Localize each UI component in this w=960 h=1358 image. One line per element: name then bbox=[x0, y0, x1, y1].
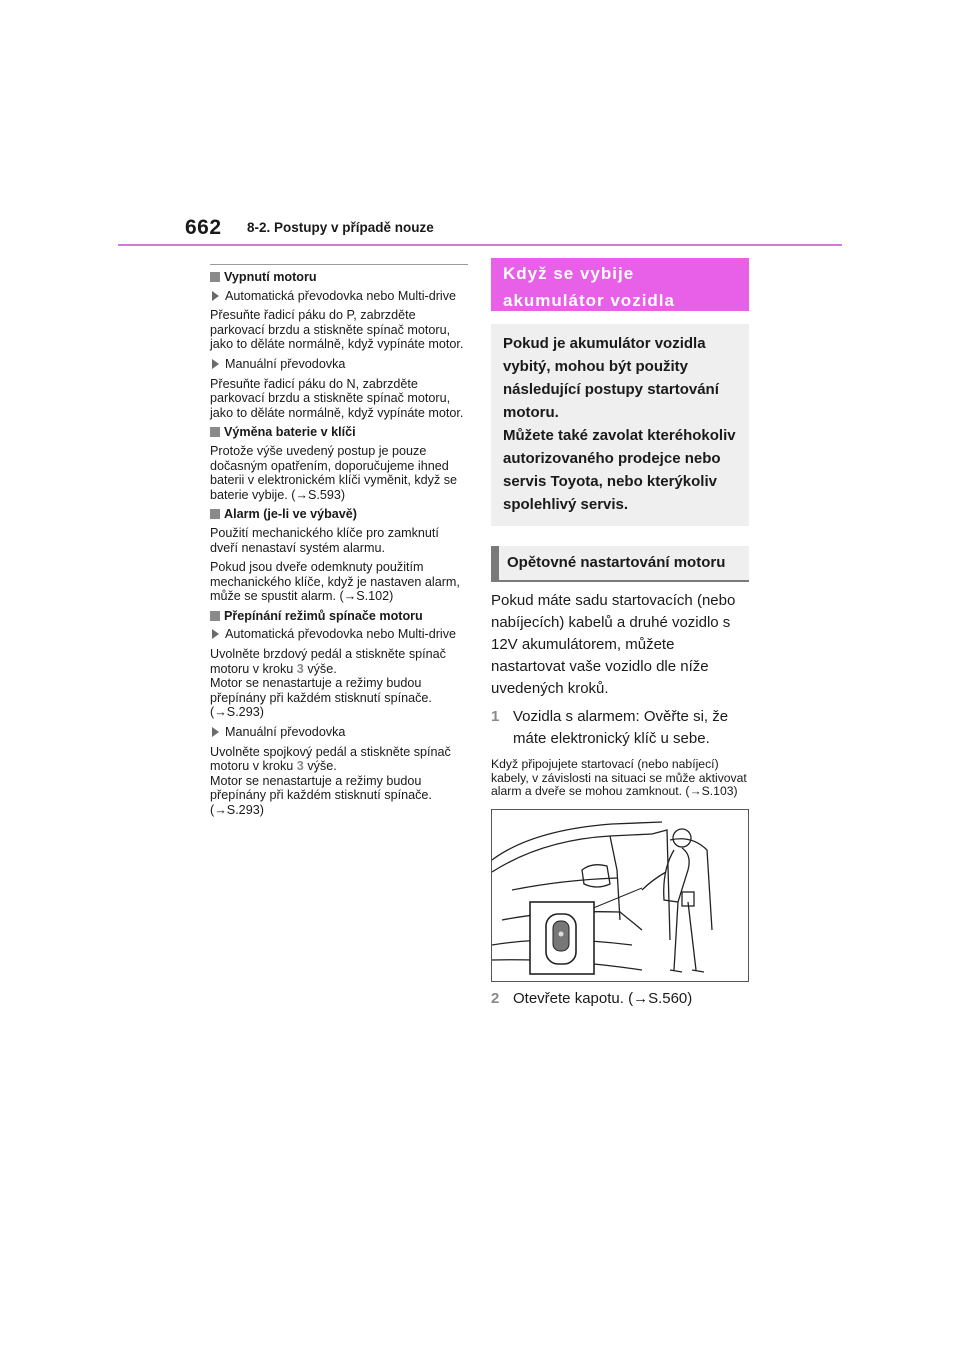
auto-transmission-label: Automatická převodovka nebo Multi-drive bbox=[210, 289, 468, 304]
heading-battery: Výměna baterie v klíči bbox=[210, 425, 468, 440]
chapter-title: 8-2. Postupy v případě nouze bbox=[247, 220, 434, 235]
step-number: 1 bbox=[491, 708, 500, 725]
auto-transmission-text: Přesuňte řadicí páku do P, zabrzděte parkovací brzdu a stiskněte spínač motoru, jako to děláte normálně, když vypínáte motor. bbox=[210, 308, 464, 352]
heading-switch-modes: Přepínání režimů spínače motoru bbox=[210, 609, 468, 624]
heading-engine-off: Vypnutí motoru bbox=[210, 270, 468, 285]
page-number: 662 bbox=[185, 216, 222, 239]
square-bullet-icon bbox=[210, 611, 220, 621]
triangle-bullet-icon bbox=[212, 359, 219, 369]
step-number: 2 bbox=[491, 989, 500, 1007]
modes-manual-label: Manuální převodovka bbox=[210, 725, 468, 740]
manual-transmission-text: Přesuňte řadicí páku do N, zabrzděte parkovací brzdu a stiskněte spínač motoru, jako to děláte normálně, když vypínáte motor. bbox=[210, 376, 464, 420]
step-text: Vozidla s alarmem: Ověřte si, že máte elektronický klíč u sebe. bbox=[513, 708, 729, 747]
page-ref-link[interactable]: (→S.293) bbox=[210, 803, 264, 817]
triangle-bullet-icon bbox=[212, 291, 219, 301]
step-2 bbox=[491, 988, 749, 1010]
modes-manual-text: Uvolněte spojkový pedál a stiskněte spínač motoru v kroku 3 výše. Motor se nenastartuje a režimy budou přepínány při každém stisknutí spínače. (→S.293) bbox=[210, 744, 451, 817]
modes-auto-text: Uvolněte brzdový pedál a stiskněte spínač motoru v kroku 3 výše. Motor se nenastartuje a režimy budou přepínány při každém stisknutí spínače. (→S.293) bbox=[210, 647, 446, 720]
page-ref-link[interactable]: (→S.293) bbox=[210, 705, 264, 720]
column-rule bbox=[210, 264, 468, 265]
modes-auto-label: Automatická převodovka nebo Multi-drive bbox=[210, 627, 468, 642]
alarm-text-2: Pokud jsou dveře odemknuty použitím mechanického klíče, když je nastaven alarm, může se spustit alarm. (→S.102) bbox=[210, 560, 460, 604]
triangle-bullet-icon bbox=[212, 629, 219, 639]
step-1 bbox=[491, 706, 749, 750]
car-door-illustration bbox=[492, 810, 748, 981]
summary-text-1: Pokud je akumulátor vozidla vybitý, mohou být použity následující postupy startování motoru. bbox=[503, 335, 719, 421]
section-banner: Když se vybije akumulátor vozidla bbox=[491, 258, 749, 311]
page-ref-link[interactable]: (→S.560) bbox=[628, 989, 693, 1007]
page-ref-link[interactable]: (→S.102) bbox=[339, 589, 394, 604]
section-heading: Opětovné nastartování motoru bbox=[491, 546, 749, 582]
alarm-note: Když připojujete startovací (nebo nabíjecí) kabely, v závislosti na situaci se může aktivovat alarm a dveře se mohou zamknout. (→S.103) bbox=[491, 757, 747, 799]
heading-alarm: Alarm (je-li ve výbavě) bbox=[210, 507, 468, 522]
intro-text: Pokud máte sadu startovacích (nebo nabíjecích) kabelů a druhé vozidlo s 12V akumulátorem, můžete nastartovat vaše vozidlo dle níže uvedených kroků. bbox=[491, 592, 736, 697]
left-column bbox=[210, 264, 468, 823]
step-text: Otevřete kapotu. (→S.560) bbox=[513, 989, 693, 1007]
header-rule bbox=[118, 244, 842, 246]
square-bullet-icon bbox=[210, 509, 220, 519]
step-ref-number: 3 bbox=[296, 759, 304, 774]
summary-text-2: Můžete také zavolat kteréhokoliv autorizovaného prodejce nebo servis Toyota, nebo kterýkoliv spolehlivý servis. bbox=[503, 427, 736, 513]
square-bullet-icon bbox=[210, 272, 220, 282]
triangle-bullet-icon bbox=[212, 727, 219, 737]
square-bullet-icon bbox=[210, 427, 220, 437]
right-column bbox=[491, 258, 749, 1010]
manual-transmission-label: Manuální převodovka bbox=[210, 357, 468, 372]
illustration-person-at-car-door bbox=[491, 809, 749, 982]
step-ref-number: 3 bbox=[296, 661, 304, 676]
alarm-text-1: Použití mechanického klíče pro zamknutí dveří nenastaví systém alarmu. bbox=[210, 525, 439, 555]
page-ref-link[interactable]: (→S.593) bbox=[291, 487, 346, 502]
page-ref-link[interactable]: (→S.103) bbox=[685, 784, 738, 799]
battery-text: Protože výše uvedený postup je pouze dočasným opatřením, doporučujeme ihned baterii v elektronickém klíči vyměnit, když se baterie vybije. (→S.593) bbox=[210, 443, 458, 502]
summary-box bbox=[491, 324, 749, 526]
